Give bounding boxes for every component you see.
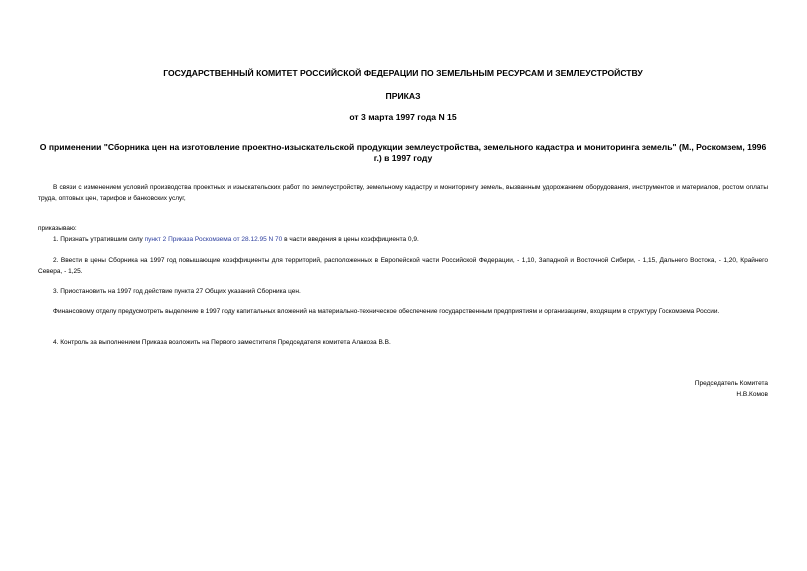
financial-paragraph: Финансовому отделу предусмотреть выделение в 1997 году капитальных вложений на материально-техническое обеспечение государственным предприятиям и организациям, входящим в структуру Госкомзема России. <box>53 308 720 315</box>
committee-heading: ГОСУДАРСТВЕННЫЙ КОМИТЕТ РОССИЙСКОЙ ФЕДЕРАЦИИ ПО ЗЕМЕЛЬНЫМ РЕСУРСАМ И ЗЕМЛЕУСТРОЙСТВУ <box>163 68 643 78</box>
item-1-text-after: в части введения в цены коэффициента 0,9. <box>284 236 419 243</box>
document-type-heading: ПРИКАЗ <box>385 91 421 101</box>
signature-name: Н.В.Комов <box>736 391 768 398</box>
orders-word: приказываю: <box>38 225 77 232</box>
date-number-heading: от 3 марта 1997 года N 15 <box>349 112 457 122</box>
document-page <box>38 0 768 571</box>
signature-role: Председатель Комитета <box>694 380 768 387</box>
item-2-paragraph: 2. Ввести в цены Сборника на 1997 год повышающие коэффициенты для территорий, расположенных в Европейской части Российской Федерации, - 1,10, Западной и Восточной Сибири, - 1,15, Дальнего Востока, - 1,20, Крайнего Севера, - 1,25. <box>38 257 768 275</box>
item-4-paragraph: 4. Контроль за выполнением Приказа возложить на Первого заместителя Председателя комитета Алакоза В.В. <box>53 339 391 346</box>
item-1-text-before: 1. Признать утратившим силу <box>53 236 143 243</box>
item-1-paragraph <box>38 234 768 245</box>
intro-paragraph: В связи с изменением условий производства проектных и изыскательских работ по землеустройству, земельному кадастру и мониторингу земель, вызванным удорожанием оборудования, инструментов и материалов, ростом оплаты труда, оптовых цен, тарифов и банковских услуг, <box>38 184 768 202</box>
item-3-paragraph: 3. Приостановить на 1997 год действие пункта 27 Общих указаний Сборника цен. <box>53 288 301 295</box>
document-title: О применении "Сборника цен на изготовление проектно-изыскательской продукции землеустройства, земельного кадастра и мониторинга земель" (М., Роскомзем, 1996 г.) в 1997 году <box>39 142 767 163</box>
order-70-link[interactable]: пункт 2 Приказа Роскомзема от 28.12.95 N 70 <box>144 236 283 243</box>
